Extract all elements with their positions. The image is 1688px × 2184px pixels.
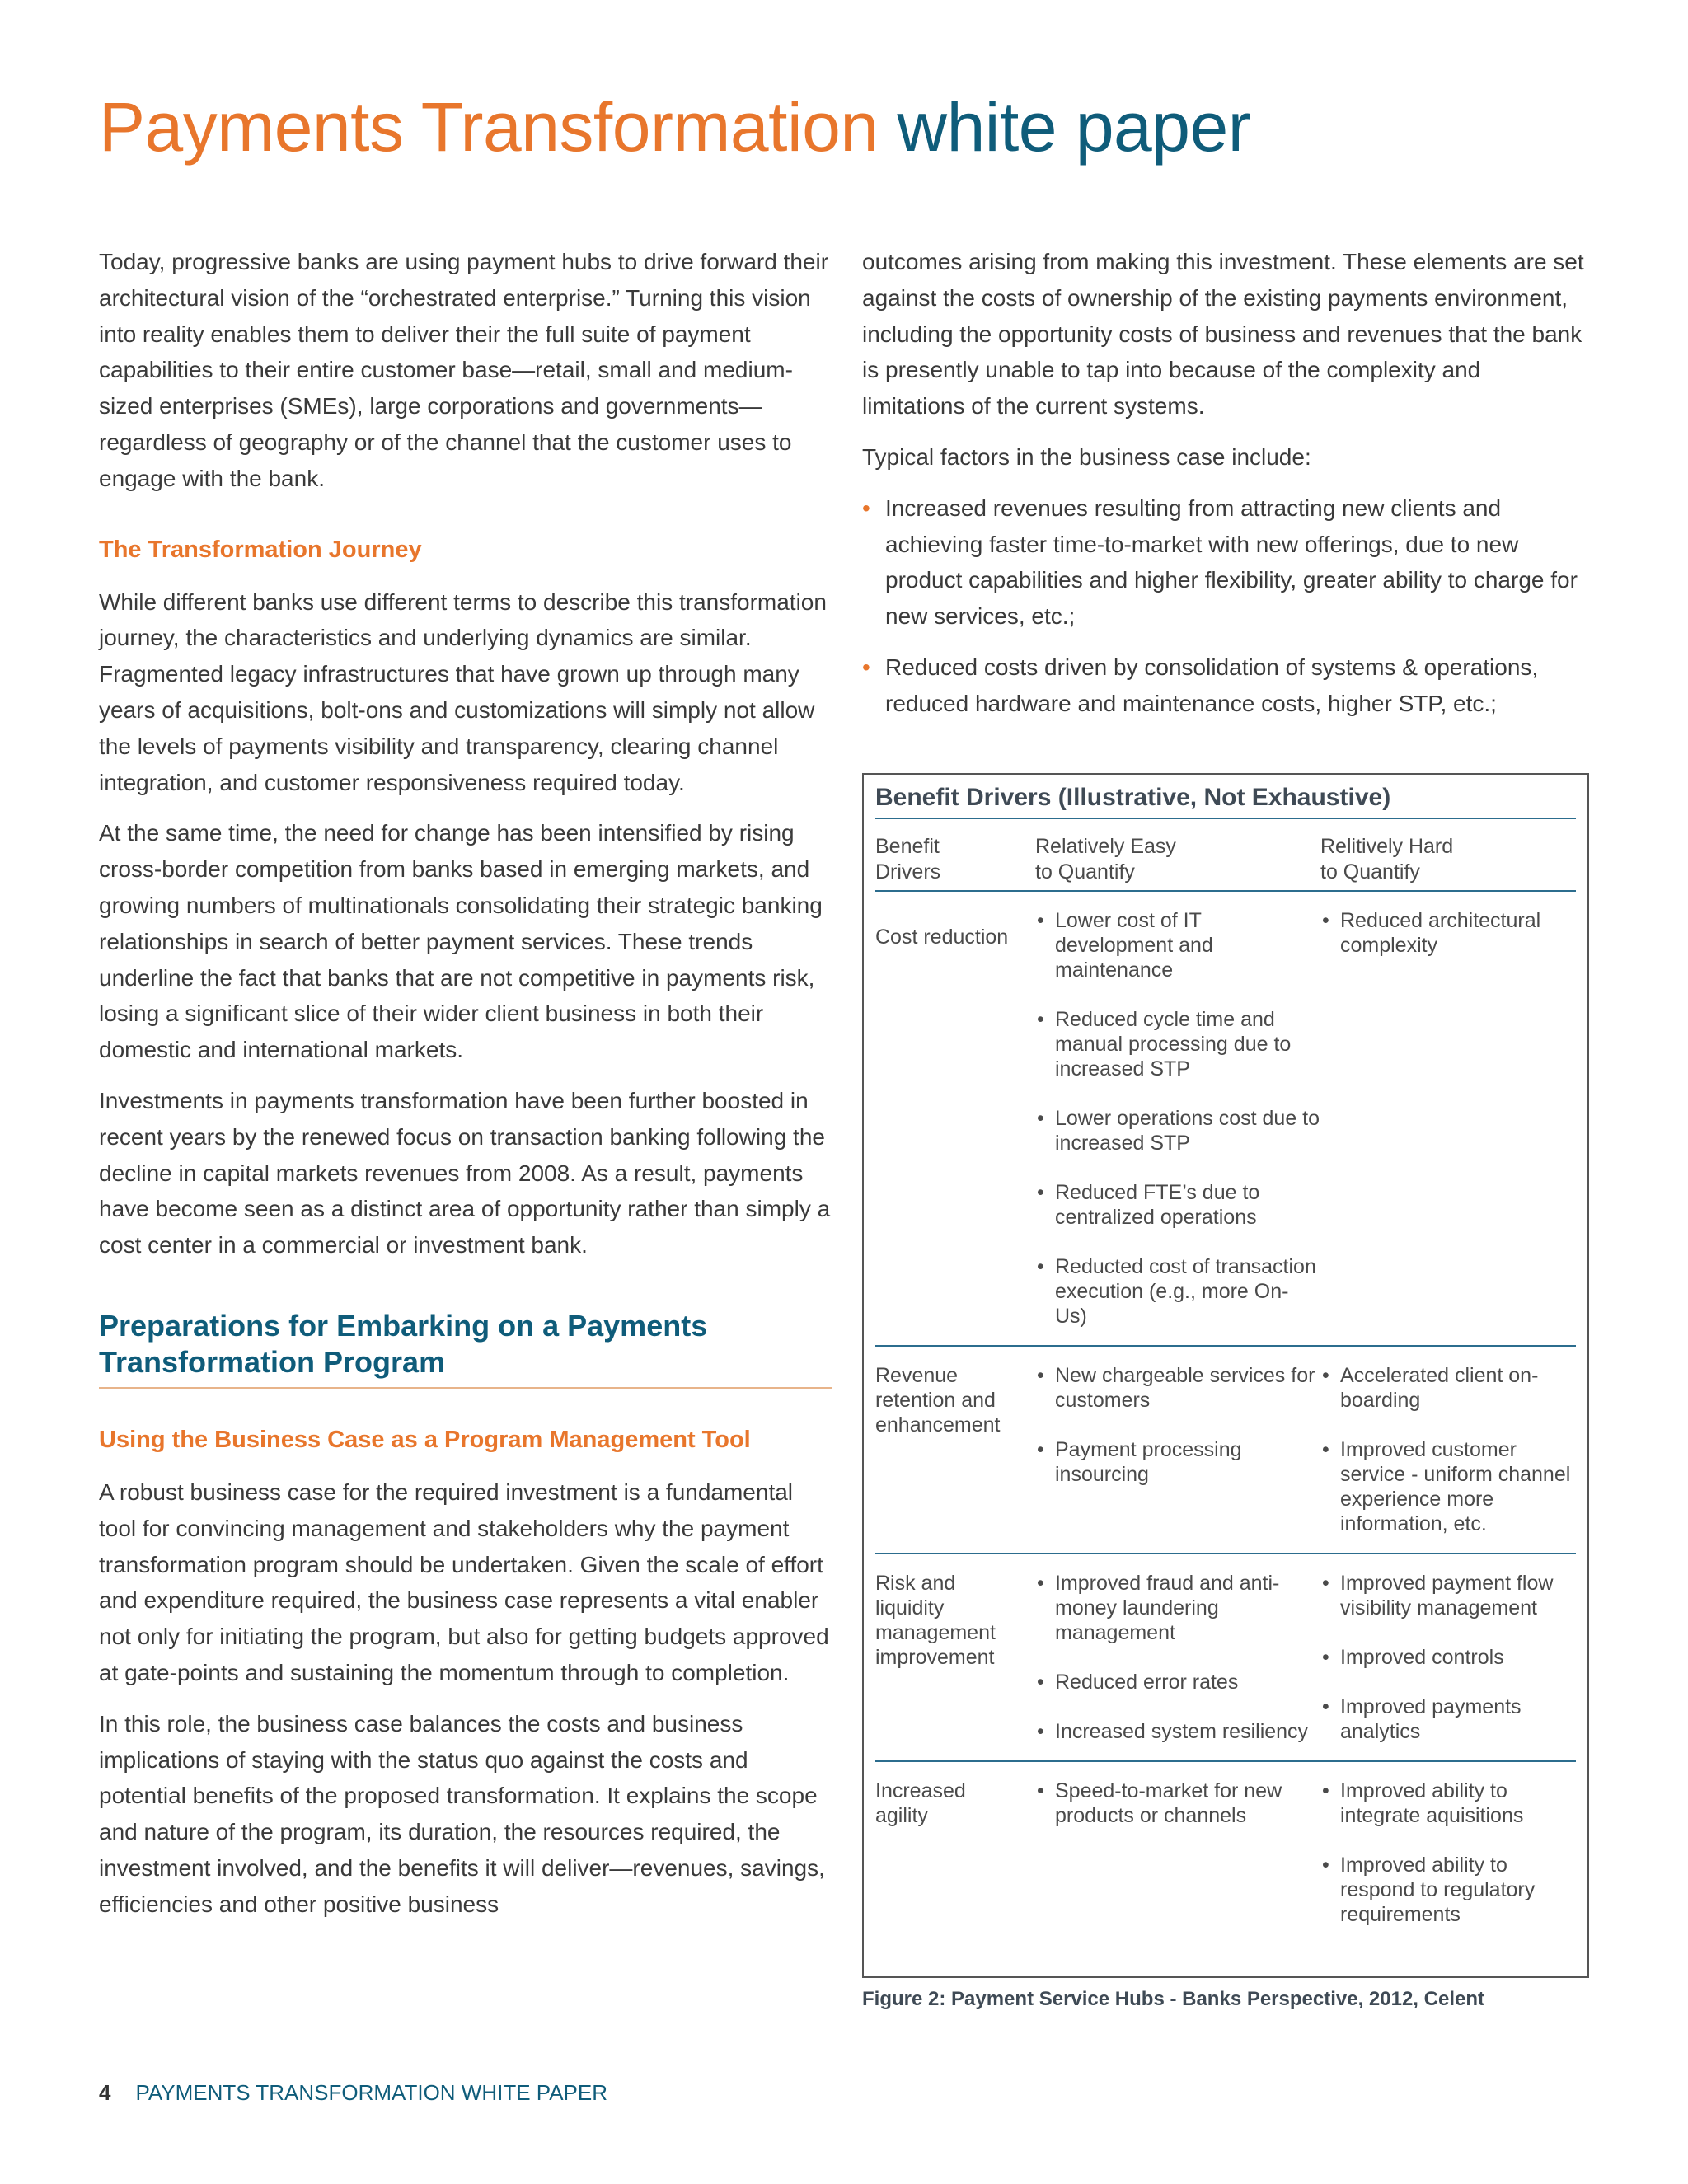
- hard-to-quantify-cell: [1320, 1363, 1576, 1543]
- list-item: • Accelerated client on-boarding: [1320, 1363, 1576, 1413]
- table-title: Benefit Drivers (Illustrative, Not Exhaustive): [875, 780, 1576, 819]
- list-item: • Reduced FTE’s due to centralized operations: [1035, 1180, 1320, 1230]
- header-hard-to-quantify: Relitively Hard to Quantify: [1320, 835, 1454, 883]
- list-item: • Increased revenues resulting from attracting new clients and achieving faster time-to-market with new offerings, due to new product capabilities and higher flexibility, greater ability to charge for new services, etc.;: [862, 490, 1587, 635]
- easy-to-quantify-cell: [1035, 1363, 1320, 1543]
- list-item: • Improved payment flow visibility management: [1320, 1571, 1576, 1620]
- intro-paragraph: Today, progressive banks are using payment hubs to drive forward their architectural vision of the “orchestrated enterprise.” Turning this vision into reality enables them to deliver their the full suite of payment capabilities to their entire customer base—retail, small and medium-sized enterprises (SMEs), large corporations and governments—regardless of geography or of the channel that the customer uses to engage with the bank.: [99, 249, 829, 491]
- list-item: • Improved ability to integrate aquisitions: [1320, 1779, 1576, 1828]
- benefit-driver-label: Revenue retention and enhancement: [875, 1364, 1001, 1436]
- table-row: [875, 892, 1576, 1347]
- hard-to-quantify-cell: [1320, 1779, 1576, 1933]
- table-body: [875, 892, 1576, 1943]
- list-item: • Improved customer service - uniform channel experience more information, etc.: [1320, 1437, 1576, 1536]
- right-column: [862, 244, 1587, 737]
- continuation-paragraph: outcomes arising from making this investment. These elements are set against the costs of ownership of the existing payments environment, including the opportunity costs of business and revenues that the bank is presently unable to tap into because of the complexity and limitations of the current systems.: [862, 249, 1584, 419]
- list-item: • Improved fraud and anti-money laundering management: [1035, 1571, 1320, 1645]
- heading-business-case: Using the Business Case as a Program Management Tool: [99, 1426, 751, 1453]
- hard-to-quantify-cell: [1320, 908, 1576, 1335]
- list-item: • Improved controls: [1320, 1645, 1576, 1670]
- business-case-paragraph-1: A robust business case for the required investment is a fundamental tool for convincing management and stakeholders why the payment transformation program should be undertaken. Given the scale of effort and expenditure required, the business case represents a vital enabler not only for initiating the program, but also for getting budgets approved at gate-points and sustaining the momentum through to completion.: [99, 1479, 829, 1685]
- page-footer: [99, 2080, 607, 2106]
- page-title-part-1: Payments Transformation: [99, 88, 879, 166]
- easy-to-quantify-cell: [1035, 1571, 1320, 1750]
- list-item: • New chargeable services for customers: [1035, 1363, 1320, 1413]
- list-item: • Lower cost of IT development and maintenance: [1035, 908, 1320, 982]
- list-item: • Speed-to-market for new products or channels: [1035, 1779, 1320, 1828]
- heading-preparations: Preparations for Embarking on a Payments Transformation Program: [99, 1308, 832, 1389]
- typical-factors-list: [862, 490, 1587, 722]
- list-item: • Increased system resiliency: [1035, 1719, 1320, 1744]
- benefit-driver-label: Risk and liquidity management improvement: [875, 1572, 996, 1669]
- benefit-driver-label: Cost reduction: [875, 926, 1009, 949]
- footer-label: PAYMENTS TRANSFORMATION WHITE PAPER: [135, 2080, 607, 2105]
- typical-factors-intro: Typical factors in the business case include:: [862, 443, 1311, 470]
- benefit-driver-label: Increased agility: [875, 1779, 966, 1827]
- list-item: • Reduced cycle time and manual processing due to increased STP: [1035, 1007, 1320, 1081]
- heading-transformation-journey: The Transformation Journey: [99, 536, 422, 563]
- list-item: • Reducted cost of transaction execution (e.g., more On-Us): [1035, 1254, 1320, 1329]
- list-item: • Lower operations cost due to increased STP: [1035, 1106, 1320, 1155]
- list-item: • Improved payments analytics: [1320, 1694, 1576, 1744]
- journey-paragraph-2: At the same time, the need for change has been intensified by rising cross-border competition from banks based in emerging markets, and growing numbers of multinationals consolidating their strategic banking relationships in search of better payment services. These trends underline the fact that banks that are not competitive in payments risk, losing a significant slice of their wider client business in both their domestic and international markets.: [99, 820, 823, 1063]
- benefit-drivers-table: [862, 773, 1589, 1978]
- table-row: [875, 1554, 1576, 1762]
- header-benefit-drivers: Benefit Drivers: [875, 835, 941, 883]
- table-row: [875, 1347, 1576, 1554]
- page-number: 4: [99, 2080, 111, 2105]
- page-title-part-2: white paper: [897, 88, 1251, 166]
- easy-to-quantify-cell: [1035, 1779, 1320, 1933]
- table-row: [875, 1762, 1576, 1943]
- list-item: • Improved ability to respond to regulatory requirements: [1320, 1853, 1576, 1927]
- figure-caption: Figure 2: Payment Service Hubs - Banks Perspective, 2012, Celent: [862, 1988, 1484, 2010]
- business-case-paragraph-2: In this role, the business case balances the costs and business implications of staying with the status quo against the costs and potential benefits of the proposed transformation. It explains the scope and nature of the program, its duration, the resources required, the investment involved, and the benefits it will deliver—revenues, savings, efficiencies and other positive business: [99, 1710, 825, 1917]
- header-easy-to-quantify: Relatively Easy to Quantify: [1035, 835, 1176, 883]
- list-item: • Payment processing insourcing: [1035, 1437, 1320, 1487]
- bullet-icon: •: [862, 494, 870, 521]
- list-item: • Reduced error rates: [1035, 1670, 1320, 1694]
- hard-to-quantify-cell: [1320, 1571, 1576, 1750]
- list-item: • Reduced costs driven by consolidation of systems & operations, reduced hardware and maintenance costs, higher STP, etc.;: [862, 649, 1587, 722]
- list-item: • Reduced architectural complexity: [1320, 908, 1576, 958]
- bullet-icon: •: [862, 654, 870, 680]
- journey-paragraph-3: Investments in payments transformation have been further boosted in recent years by the renewed focus on transaction banking following the decline in capital markets revenues from 2008. As a result, payments have become seen as a distinct area of opportunity rather than simply a cost center in a commercial or investment bank.: [99, 1087, 831, 1258]
- table-header-row: [875, 819, 1576, 892]
- journey-paragraph-1: While different banks use different terms to describe this transformation journey, the characteristics and underlying dynamics are similar. Fragmented legacy infrastructures that have grown up through many years of acquisitions, bolt-ons and customizations will simply not allow the levels of payments visibility and transparency, clearing channel integration, and customer responsiveness required today.: [99, 588, 827, 795]
- easy-to-quantify-cell: [1035, 908, 1320, 1335]
- left-column: [99, 244, 832, 1937]
- page-title: [99, 89, 1250, 165]
